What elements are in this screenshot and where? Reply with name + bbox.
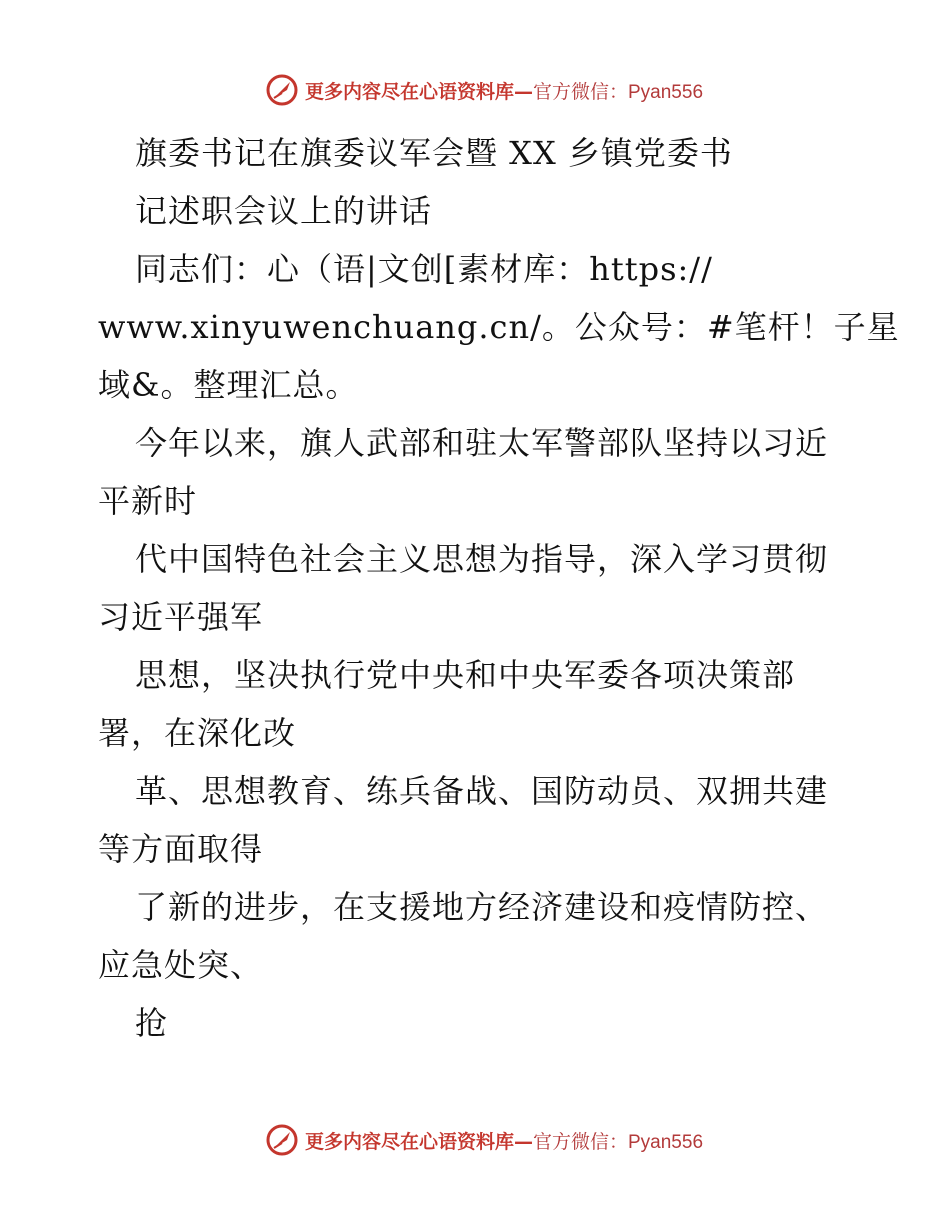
banner-contact: 官方微信：Pyan556 — [533, 81, 704, 103]
paragraph-line: 了新的进步，在支援地方经济建设和疫情防控、 — [135, 888, 829, 926]
paragraph-line: 革、思想教育、练兵备战、国防动员、双拥共建 — [135, 772, 829, 810]
quill-logo-icon — [265, 73, 299, 107]
paragraph-line: 署，在深化改 — [98, 714, 297, 752]
header-banner-content — [265, 73, 703, 107]
banner-slogan: 更多内容尽在心语资料库— — [304, 80, 533, 103]
paragraph-line: www.xinyuwenchuang.cn/。公众号：#笔杆！子星 — [98, 308, 900, 346]
paragraph-line: 同志们：心（语|文创[素材库：https:// — [135, 250, 713, 288]
paragraph-line: 思想，坚决执行党中央和中央军委各项决策部 — [135, 656, 796, 694]
document-title-line-1: 旗委书记在旗委议军会暨 XX 乡镇党委书 — [135, 134, 733, 172]
paragraph-line: 等方面取得 — [98, 830, 264, 868]
paragraph-line: 今年以来，旗人武部和驻太军警部队坚持以习近 — [135, 424, 829, 462]
banner-contact: 官方微信：Pyan556 — [533, 1131, 704, 1153]
paragraph-line: 代中国特色社会主义思想为指导，深入学习贯彻 — [135, 540, 829, 578]
paragraph-line: 应急处突、 — [98, 946, 264, 984]
document-title-line-2: 记述职会议上的讲话 — [135, 192, 433, 230]
footer-banner — [0, 1120, 950, 1160]
quill-logo-icon — [265, 1123, 299, 1157]
footer-banner-content — [265, 1123, 703, 1157]
header-banner — [0, 70, 950, 110]
paragraph-line: 习近平强军 — [98, 598, 264, 636]
paragraph-line: 域&。整理汇总。 — [98, 366, 359, 404]
document-body — [98, 124, 900, 1052]
paragraph-line: 抢 — [135, 1004, 169, 1042]
paragraph-line: 平新时 — [98, 482, 198, 520]
banner-slogan: 更多内容尽在心语资料库— — [304, 1130, 533, 1153]
